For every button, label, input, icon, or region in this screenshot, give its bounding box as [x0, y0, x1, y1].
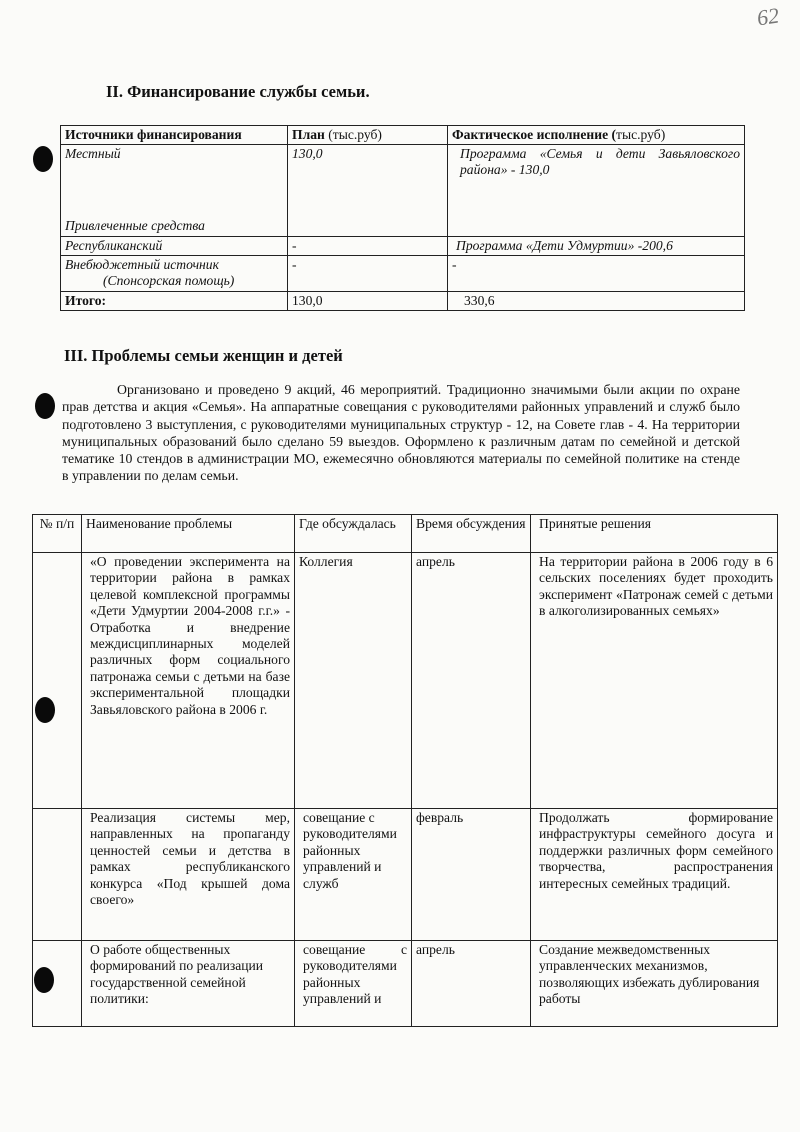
- problem-cell: Реализация системы мер, направленных на пропаганду ценностей семьи и детства в рамках республиканского конкурса «Под крышей дома своего»: [82, 809, 295, 941]
- financing-table: [60, 125, 745, 311]
- source-cell: Республиканский: [61, 237, 288, 256]
- section-2-title: II. Финансирование службы семьи.: [106, 82, 370, 101]
- punch-hole: [33, 146, 53, 172]
- punch-hole: [35, 393, 55, 419]
- decision-cell: Создание межведомственных управленческих механизмов, позволяющих избежать дублирования работы: [531, 941, 778, 1027]
- plan-cell: -: [288, 256, 448, 292]
- page-number: 62: [755, 2, 781, 31]
- row-num: [33, 941, 82, 1027]
- where-cell: совещание с руководителями районных управлений и служб: [295, 809, 412, 941]
- header-num: № п/п: [33, 515, 82, 553]
- header-fact: [448, 126, 745, 145]
- source-local: Местный: [65, 146, 121, 161]
- source-attracted: Привлеченные средства: [65, 218, 205, 233]
- fact-cell: Программа «Дети Удмуртии» -200,6: [448, 237, 745, 256]
- plan-cell: 130,0: [288, 145, 448, 237]
- problem-row: [33, 809, 778, 941]
- decision-cell: На территории района в 2006 году в 6 сельских поселениях будет проходить эксперимент «Патронаж семей с детьми в алкоголизированных семьях»: [531, 553, 778, 809]
- total-fact: 330,6: [448, 292, 745, 311]
- problem-cell: О работе общественных формирований по реализации государственной семейной политики:: [82, 941, 295, 1027]
- header-plan-unit: (тыс.руб): [324, 127, 382, 142]
- header-source: Источники финансирования: [61, 126, 288, 145]
- header-fact-unit: тыс.руб): [616, 127, 666, 142]
- total-label: Итого:: [61, 292, 288, 311]
- financing-row-extrabudget: [61, 256, 745, 292]
- source-sponsor: (Спонсорская помощь): [103, 273, 235, 288]
- financing-header-row: [61, 126, 745, 145]
- section-3-title: III. Проблемы семьи женщин и детей: [64, 346, 343, 365]
- where-cell: Коллегия: [295, 553, 412, 809]
- decision-cell: Продолжать формирование инфраструктуры семейного досуга и поддержки различных форм семейного творчества, распространения интересных семейных традиций.: [531, 809, 778, 941]
- financing-row-republic: [61, 237, 745, 256]
- problems-header-row: [33, 515, 778, 553]
- header-when: Время обсуждения: [412, 515, 531, 553]
- header-problem: Наименование проблемы: [82, 515, 295, 553]
- row-num: [33, 553, 82, 809]
- source-cell: [61, 145, 288, 237]
- when-cell: февраль: [412, 809, 531, 941]
- source-extrabudget: Внебюджетный источник: [65, 257, 219, 272]
- header-where: Где обсуждалась: [295, 515, 412, 553]
- row-num: [33, 809, 82, 941]
- problem-row: [33, 553, 778, 809]
- section-3-paragraph: Организовано и проведено 9 акций, 46 мероприятий. Традиционно значимыми были акции по охране прав детства и акция «Семья». На аппаратные совещания с руководителями районных управлений и служб было подготовлено 3 выступления, с руководителями муниципальных структур - 12, на Совете глав - 4. На территории муниципальных образований было сделано 59 выездов. Оформлено к различным датам по семейной и детской тематике 10 стендов в администрации МО, ежемесячно обновляются материалы по семейной политике на стенде в управлении по делам семьи.: [62, 382, 740, 484]
- header-decisions: Принятые решения: [531, 515, 778, 553]
- header-plan: [288, 126, 448, 145]
- fact-cell: Программа «Семья и дети Завьяловского района» - 130,0: [448, 145, 745, 237]
- fact-cell: -: [448, 256, 745, 292]
- header-fact-label: Фактическое исполнение (: [452, 127, 617, 142]
- when-cell: апрель: [412, 553, 531, 809]
- where-cell: совещание с руководителями районных управлений и: [295, 941, 412, 1027]
- problem-cell: «О проведении эксперимента на территории района в рамках целевой комплексной программы «Дети Удмуртии 2004-2008 г.г.» - Отработка и внедрение междисциплинарных моделей различных форм социального патронажа семьи с детьми на базе экспериментальной площадки Завьяловского района в 2006 г.: [82, 553, 295, 809]
- financing-total-row: [61, 292, 745, 311]
- financing-row-local: [61, 145, 745, 237]
- problems-table: [32, 514, 778, 1027]
- plan-cell: -: [288, 237, 448, 256]
- problem-row: [33, 941, 778, 1027]
- header-plan-label: План: [292, 127, 325, 142]
- total-plan: 130,0: [288, 292, 448, 311]
- source-cell: [61, 256, 288, 292]
- when-cell: апрель: [412, 941, 531, 1027]
